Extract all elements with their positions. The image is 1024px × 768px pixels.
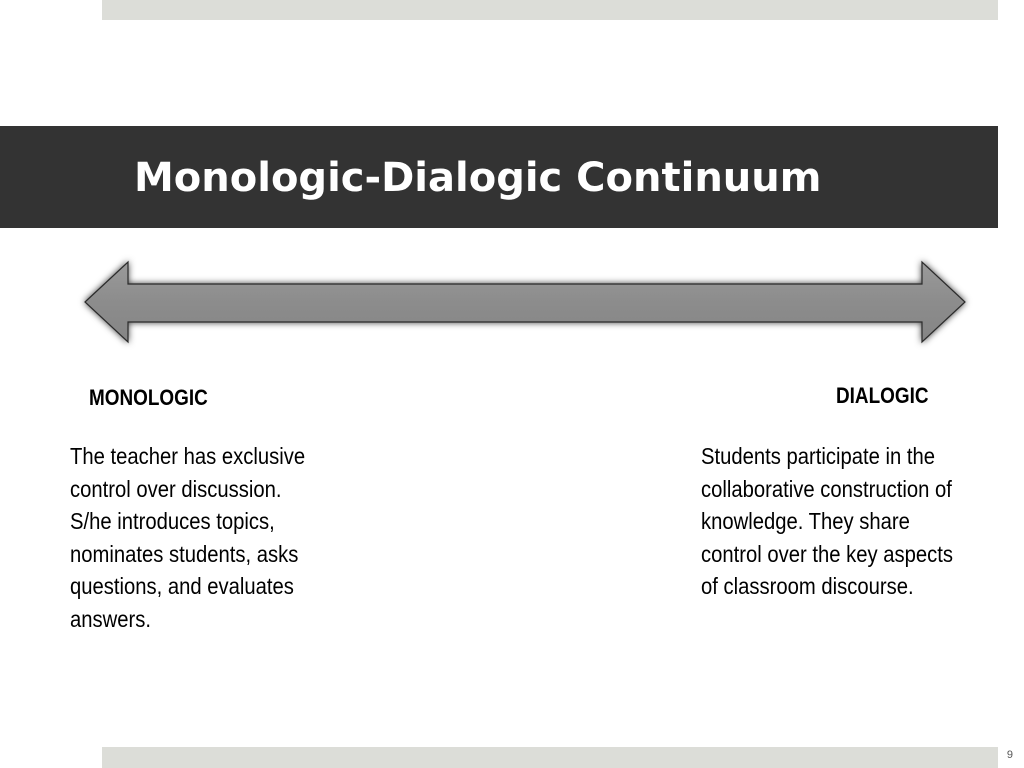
double-headed-arrow-icon [70, 250, 980, 360]
monologic-label: MONOLOGIC [89, 385, 208, 410]
page-number: 9 [1006, 749, 1013, 761]
dialogic-line: control over the key aspects [701, 540, 954, 567]
monologic-line: answers. [70, 605, 152, 632]
monologic-line: The teacher has exclusive [70, 443, 306, 469]
dialogic-line: of classroom discourse. [701, 573, 914, 599]
bottom-accent-bar [102, 747, 998, 768]
dialogic-line: knowledge. They share [701, 508, 910, 534]
dialogic-line: collaborative construction of [701, 475, 952, 502]
dialogic-line: Students participate in the [701, 443, 936, 469]
dialogic-description [701, 440, 983, 603]
slide-title: Monologic-Dialogic Continuum [134, 155, 822, 201]
monologic-line: S/he introduces topics, [70, 508, 275, 534]
dialogic-label: DIALOGIC [836, 383, 929, 408]
top-accent-bar [102, 0, 998, 20]
monologic-line: nominates students, asks [70, 540, 299, 567]
monologic-line: questions, and evaluates [70, 573, 294, 599]
monologic-description [70, 440, 334, 635]
monologic-line: control over discussion. [70, 475, 282, 502]
